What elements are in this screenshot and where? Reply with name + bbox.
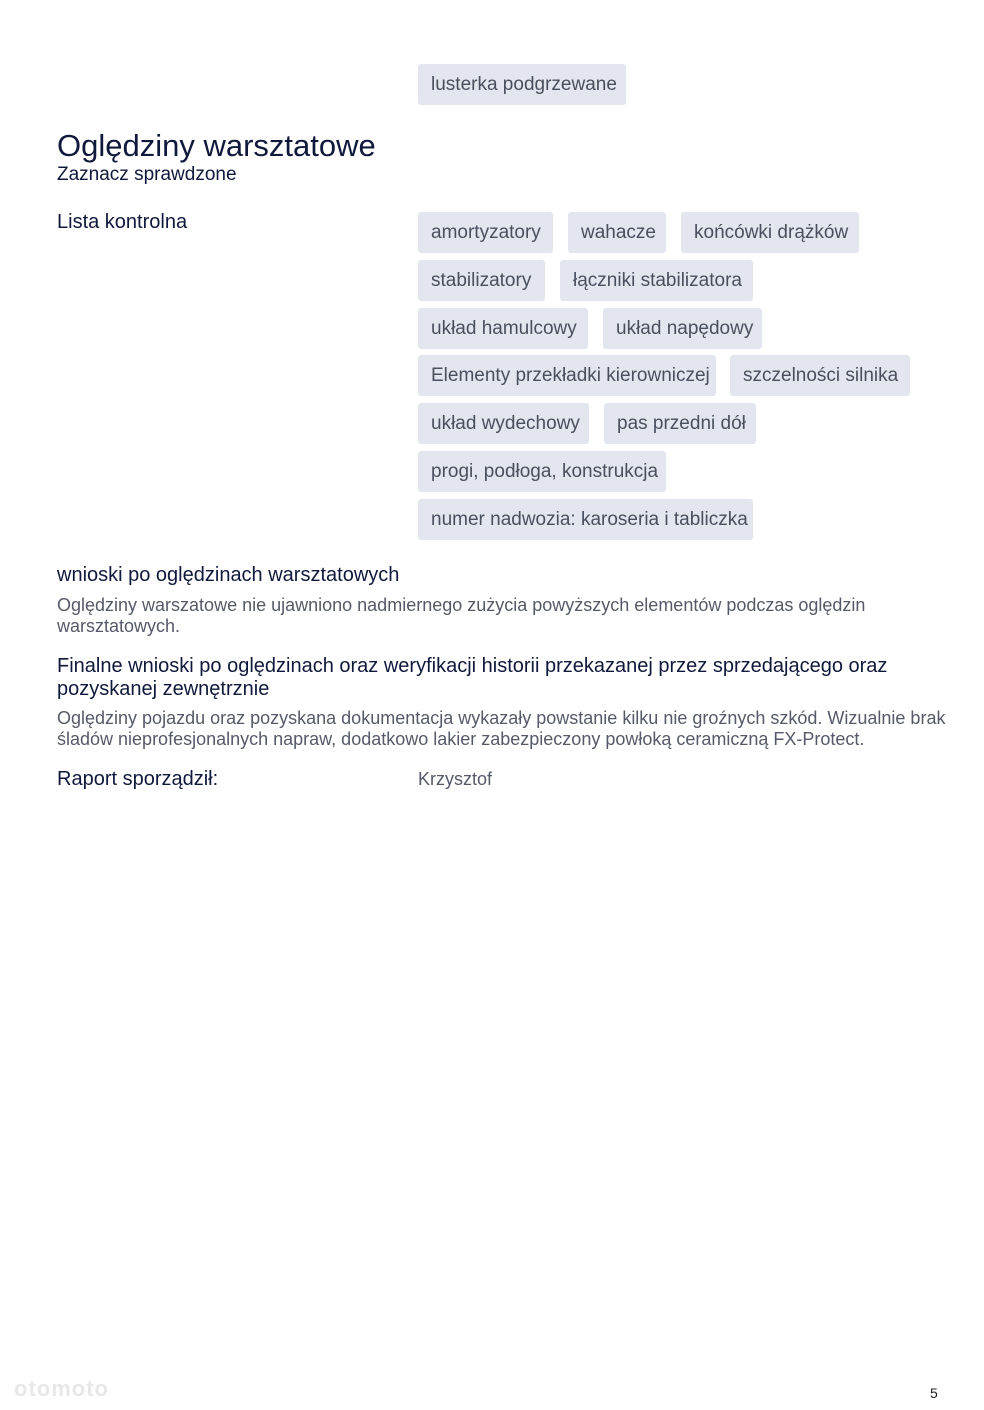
checklist-item: progi, podłoga, konstrukcja — [418, 451, 666, 492]
checklist-item: szczelności silnika — [730, 355, 910, 396]
final-conclusions-title: Finalne wnioski po oględzinach oraz weryfikacji historii przekazanej przez sprzedającego oraz pozyskanej zewnętrznie — [57, 655, 888, 700]
checklist-item: wahacze — [568, 212, 666, 253]
final-conclusions-text: Oględziny pojazdu oraz pozyskana dokumentacja wykazały powstanie kilku nie groźnych szkód. Wizualnie brak śladów nieprofesjonalnych napraw, dodatkowo lakier zabezpieczony powłoką ceramiczną FX-Protect. — [57, 708, 946, 749]
page-number: 5 — [930, 1385, 938, 1401]
checklist-item: stabilizatory — [418, 260, 545, 301]
conclusions-text: Oględziny warszatowe nie ujawniono nadmiernego zużycia powyższych elementów podczas oględzin warsztatowych. — [57, 595, 866, 636]
tag-heated-mirrors: lusterka podgrzewane — [418, 64, 626, 105]
watermark-logo: otomoto — [14, 1376, 109, 1401]
checklist-item: końcówki drążków — [681, 212, 859, 253]
report-author-label: Raport sporządził: — [57, 768, 219, 790]
checklist-item: pas przedni dół — [604, 403, 756, 444]
page-subtitle: Zaznacz sprawdzone — [57, 164, 237, 185]
checklist-item: amortyzatory — [418, 212, 553, 253]
checklist-label: Lista kontrolna — [57, 211, 188, 233]
checklist-item: układ napędowy — [603, 308, 762, 349]
checklist-item: układ hamulcowy — [418, 308, 588, 349]
report-author-value: Krzysztof — [418, 769, 493, 789]
checklist-item: Elementy przekładki kierowniczej — [418, 355, 716, 396]
checklist-item: numer nadwozia: karoseria i tabliczka — [418, 499, 753, 540]
page-title: Oględziny warsztatowe — [57, 128, 376, 163]
conclusions-title: wnioski po oględzinach warsztatowych — [57, 564, 400, 586]
checklist-item: układ wydechowy — [418, 403, 589, 444]
checklist-item: łączniki stabilizatora — [560, 260, 753, 301]
